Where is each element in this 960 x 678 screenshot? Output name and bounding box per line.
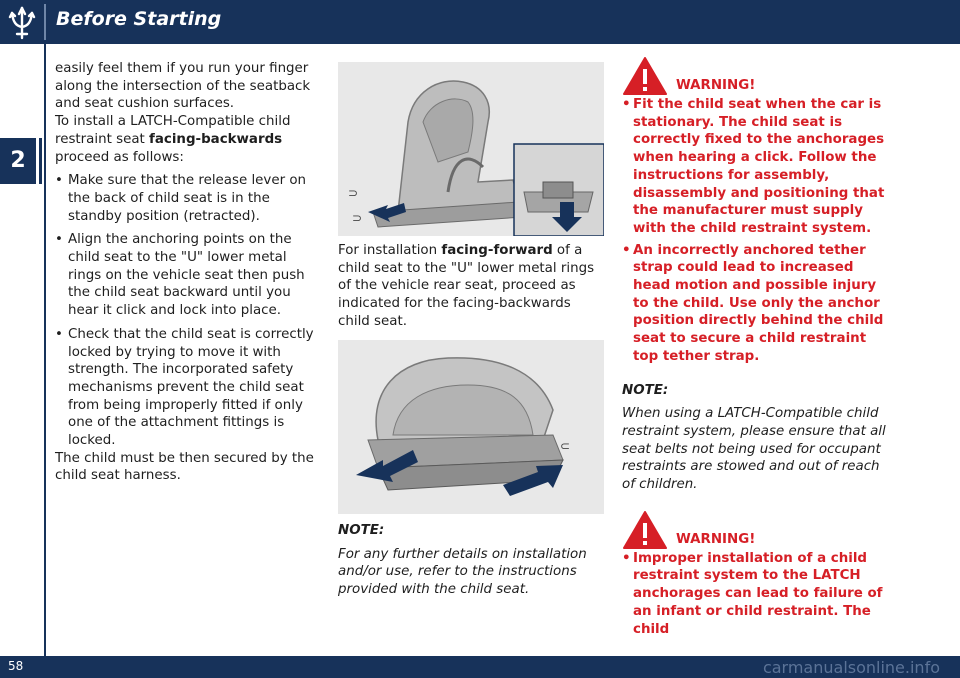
sidebar-rule bbox=[44, 44, 46, 656]
warning-triangle-icon bbox=[622, 510, 668, 550]
warning-list bbox=[622, 96, 892, 366]
paragraph: easily feel them if you run your finger along the intersection of the seatback and seat cushion surfaces. bbox=[55, 61, 311, 112]
warning-heading bbox=[622, 64, 892, 96]
warning-title: WARNING! bbox=[676, 532, 756, 548]
column-2 bbox=[338, 242, 604, 331]
note-text: For any further details on installation and/or use, refer to the instructions provided with the child seat. bbox=[338, 546, 587, 598]
warning-triangle-icon bbox=[622, 56, 668, 96]
warning-item: • An incorrectly anchored tether strap could lead to increased head motion and possible injury to the child. Use only the anchor position directly behind the child seat to secure a child restraint top tether strap. bbox=[622, 242, 892, 366]
note-title: NOTE: bbox=[338, 523, 385, 538]
text: For installation bbox=[338, 243, 442, 258]
warning-heading bbox=[622, 518, 892, 550]
warning-item: • Improper installation of a child restraint system to the LATCH anchorages can lead to failure of an infant or child restraint. The child bbox=[622, 550, 892, 639]
text: of a child seat to the "U" lower metal rings of the vehicle rear seat, proceed as indicated for the facing-backwards child seat. bbox=[338, 243, 595, 329]
chapter-tab: 2 bbox=[0, 138, 39, 184]
trident-logo-icon bbox=[0, 0, 44, 44]
list-item: • Make sure that the release lever on the back of child seat is in the standby position (retracted). bbox=[55, 172, 317, 225]
emphasis-text: facing-forward bbox=[441, 243, 553, 258]
footer-bar bbox=[0, 656, 960, 678]
paragraph: The child must be then secured by the child seat harness. bbox=[55, 450, 314, 484]
page-title: Before Starting bbox=[56, 8, 222, 30]
svg-text:⊃: ⊃ bbox=[348, 186, 359, 200]
column-1 bbox=[55, 60, 317, 485]
warning-item: • Fit the child seat when the car is stationary. The child seat is correctly fixed to the anchorages when hearing a click. Follow the instructions for assembly, disassembly and positioning that the manufacturer must supply with the child restraint system. bbox=[622, 96, 892, 238]
child-seat-rear-facing-illustration bbox=[338, 62, 604, 236]
header-bar bbox=[0, 0, 960, 44]
child-seat-forward-facing-illustration bbox=[338, 340, 604, 514]
svg-text:⊂: ⊂ bbox=[560, 439, 571, 453]
warning-title: WARNING! bbox=[676, 78, 756, 94]
note-block bbox=[338, 522, 604, 599]
page-number: 58 bbox=[8, 659, 24, 673]
column-3 bbox=[622, 78, 892, 638]
paragraph bbox=[55, 113, 317, 166]
list-item: • Check that the child seat is correctly locked by trying to move it with strength. The incorporated safety mechanisms prevent the child seat from being improperly fitted if only one of the attachment fittings is locked. bbox=[55, 326, 317, 450]
text: To install a LATCH-Compatible child restraint seat bbox=[55, 114, 291, 147]
note-title: NOTE: bbox=[622, 382, 669, 398]
bullet-list bbox=[55, 172, 317, 450]
paragraph bbox=[338, 242, 604, 331]
text: proceed as follows: bbox=[55, 149, 184, 165]
list-item: • Align the anchoring points on the child seat to the "U" lower metal rings on the vehicle seat then push the child seat backward until you hear it click and lock into place. bbox=[55, 231, 317, 320]
watermark: carmanualsonline.info bbox=[762, 658, 940, 677]
emphasis-text: facing-backwards bbox=[149, 131, 283, 147]
svg-text:⊃: ⊃ bbox=[352, 211, 363, 225]
header-divider bbox=[44, 4, 46, 40]
warning-list bbox=[622, 550, 892, 639]
note-text: When using a LATCH-Compatible child restraint system, please ensure that all seat belts not being used for occupant restraints are stowed and out of reach of children. bbox=[622, 406, 886, 493]
